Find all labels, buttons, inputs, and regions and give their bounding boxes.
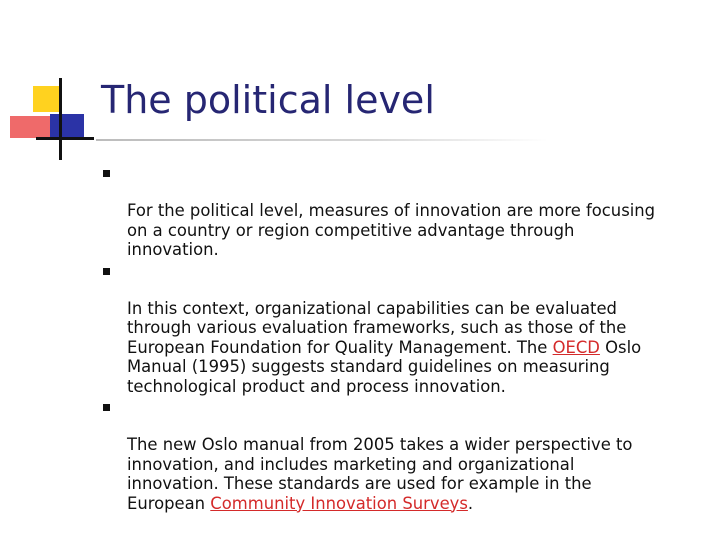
bullet-text: Oslo Manual (1995) suggests standard guidelines on measuring technological product and process innovation.	[127, 337, 642, 396]
bullet-text: In this context, organizational capabilities can be evaluated through various evaluation frameworks, such as those of the European Foundation for Quality Management. The	[127, 298, 627, 357]
square-bullet-icon	[103, 268, 110, 275]
title-underline	[96, 139, 548, 141]
slide-title: The political level	[101, 78, 435, 122]
bullet-text: The new Oslo manual from 2005 takes a wider perspective to innovation, and includes marketing and organizational innovation. These standards are used for example in the European	[127, 435, 633, 513]
oecd-link[interactable]: OECD	[552, 337, 600, 357]
bullet-list	[0, 162, 720, 513]
logo-yellow-square	[33, 86, 59, 112]
bullet-text: .	[467, 493, 474, 513]
square-bullet-icon	[103, 404, 110, 411]
logo-red-square	[10, 116, 55, 138]
bullet-text: For the political level, measures of innovation are more focusing on a country or region competitive advantage through innovation.	[127, 201, 656, 259]
bullet-item	[0, 396, 699, 513]
community-innovation-surveys-link[interactable]: Community Innovation Surveys	[210, 493, 468, 513]
logo-blue-square	[50, 114, 84, 138]
logo-vertical-line	[59, 78, 62, 160]
logo-horizontal-line	[36, 137, 94, 140]
square-bullet-icon	[103, 170, 110, 177]
bullet-item	[0, 260, 699, 397]
bullet-item	[0, 162, 699, 260]
